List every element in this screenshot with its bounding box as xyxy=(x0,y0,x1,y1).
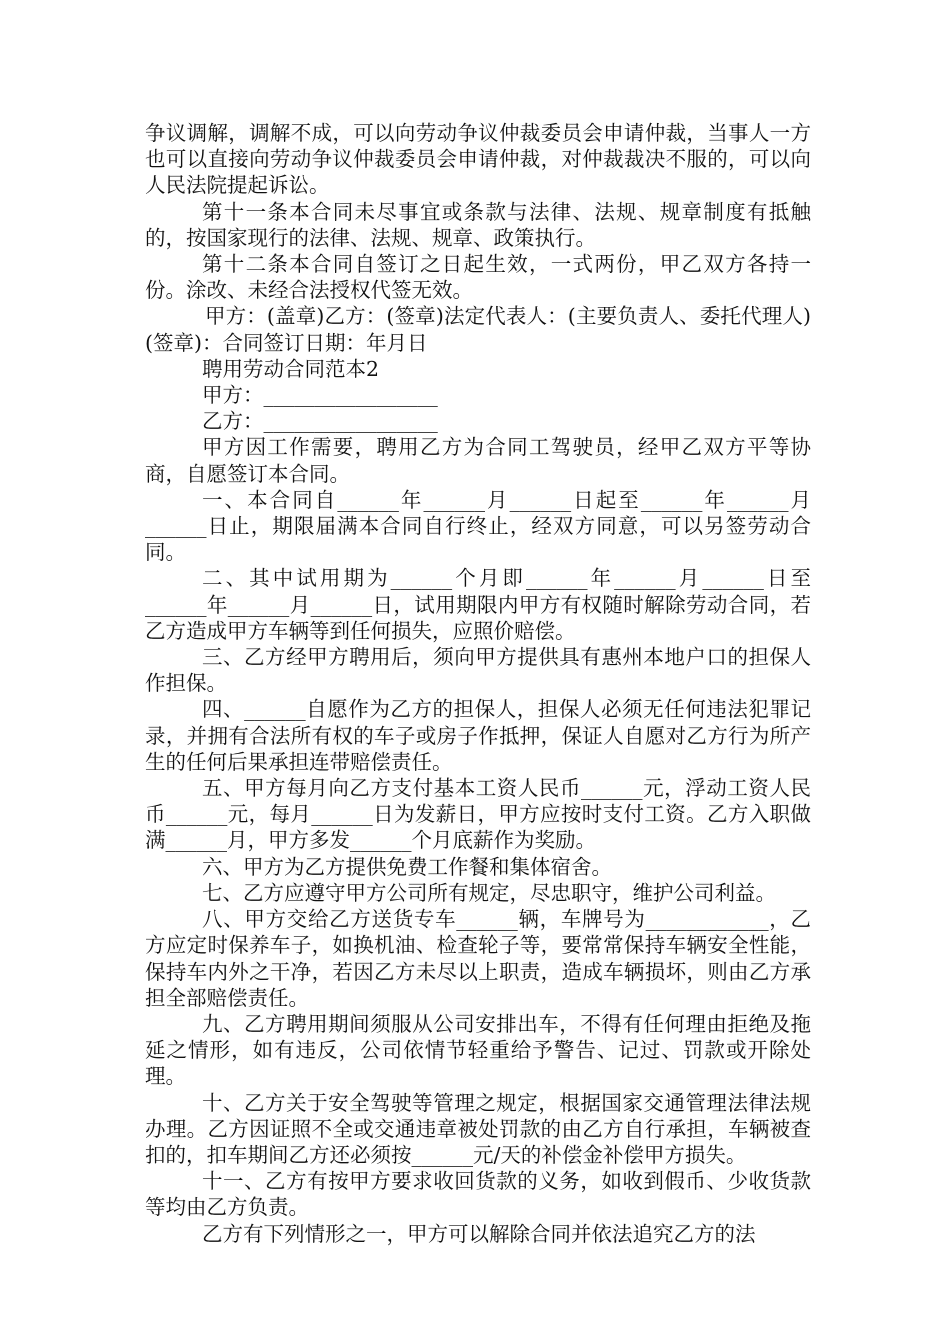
clause-9: 九、乙方聘用期间须服从公司安排出车，不得有任何理由拒绝及拖延之情形，如有违反，公司依情节轻重给予警告、记过、罚款或开除处理。 xyxy=(145,1011,811,1089)
clause-3: 三、乙方经甲方聘用后，须向甲方提供具有惠州本地户口的担保人作担保。 xyxy=(145,645,811,696)
clause-7: 七、乙方应遵守甲方公司所有规定，尽忠职守，维护公司利益。 xyxy=(202,880,776,905)
party-b-line: 乙方：_________________ xyxy=(202,409,438,434)
paragraph-preamble: 甲方因工作需要，聘用乙方为合同工驾驶员，经甲乙双方平等协商，自愿签订本合同。 xyxy=(145,435,811,486)
clause-4: 四、______自愿作为乙方的担保人，担保人必须无任何违法犯罪记录，并拥有合法所有权的车子或房子作抵押，保证人自愿对乙方行为所产生的任何后果承担连带赔偿责任。 xyxy=(145,697,811,774)
paragraph-dispute-resolution: 争议调解，调解不成，可以向劳动争议仲裁委员会申请仲裁，当事人一方也可以直接向劳动争议仲裁委员会申请仲裁，对仲裁裁决不服的，可以向人民法院提起诉讼。 xyxy=(145,121,811,198)
document-body xyxy=(145,120,811,1247)
clause-1: 一、本合同自______年______月______日起至______年______月______日止，期限届满本合同自行终止，经双方同意，可以另签劳动合同。 xyxy=(145,487,811,565)
paragraph-signatures: 甲方：(盖章)乙方：(签章)法定代表人：(主要负责人、委托代理人)(签章)：合同签订日期：年月日 xyxy=(145,304,811,355)
clause-5: 五、甲方每月向乙方支付基本工资人民币______元，浮动工资人民币______元，每月______日为发薪日，甲方应按时支付工资。乙方入职做满______月，甲方多发______个月底薪作为奖励。 xyxy=(145,776,811,853)
clause-6: 六、甲方为乙方提供免费工作餐和集体宿舍。 xyxy=(202,854,612,879)
party-a-line: 甲方：_________________ xyxy=(202,383,438,408)
contract-title: 聘用劳动合同范本2 xyxy=(202,356,380,381)
clause-11: 十一、乙方有按甲方要求收回货款的义务，如收到假币、少收货款等均由乙方负责。 xyxy=(145,1169,811,1220)
clause-10: 十、乙方关于安全驾驶等管理之规定，根据国家交通管理法律法规办理。乙方因证照不全或交通违章被处罚款的由乙方自行承担，车辆被查扣的，扣车期间乙方还必须按______元/天的补偿金补偿甲方损失。 xyxy=(145,1090,811,1167)
paragraph-article-12: 第十二条本合同自签订之日起生效，一式两份，甲乙双方各持一份。涂改、未经合法授权代签无效。 xyxy=(145,252,811,303)
clause-8: 八、甲方交给乙方送货专车______辆，车牌号为____________，乙方应定时保养车子，如换机油、检查轮子等，要常常保持车辆安全性能，保持车内外之干净，若因乙方未尽以上职责，造成车辆损坏，则由乙方承担全部赔偿责任。 xyxy=(145,907,811,1010)
paragraph-article-11: 第十一条本合同未尽事宜或条款与法律、法规、规章制度有抵触的，按国家现行的法律、法规、规章、政策执行。 xyxy=(145,199,811,250)
clause-termination-intro: 乙方有下列情形之一，甲方可以解除合同并依法追究乙方的法 xyxy=(202,1221,756,1246)
clause-2: 二、其中试用期为______个月即______年______月______日至______年______月______日，试用期限内甲方有权随时解除劳动合同，若乙方造成甲方车辆等到任何损失，应照价赔偿。 xyxy=(145,566,811,643)
